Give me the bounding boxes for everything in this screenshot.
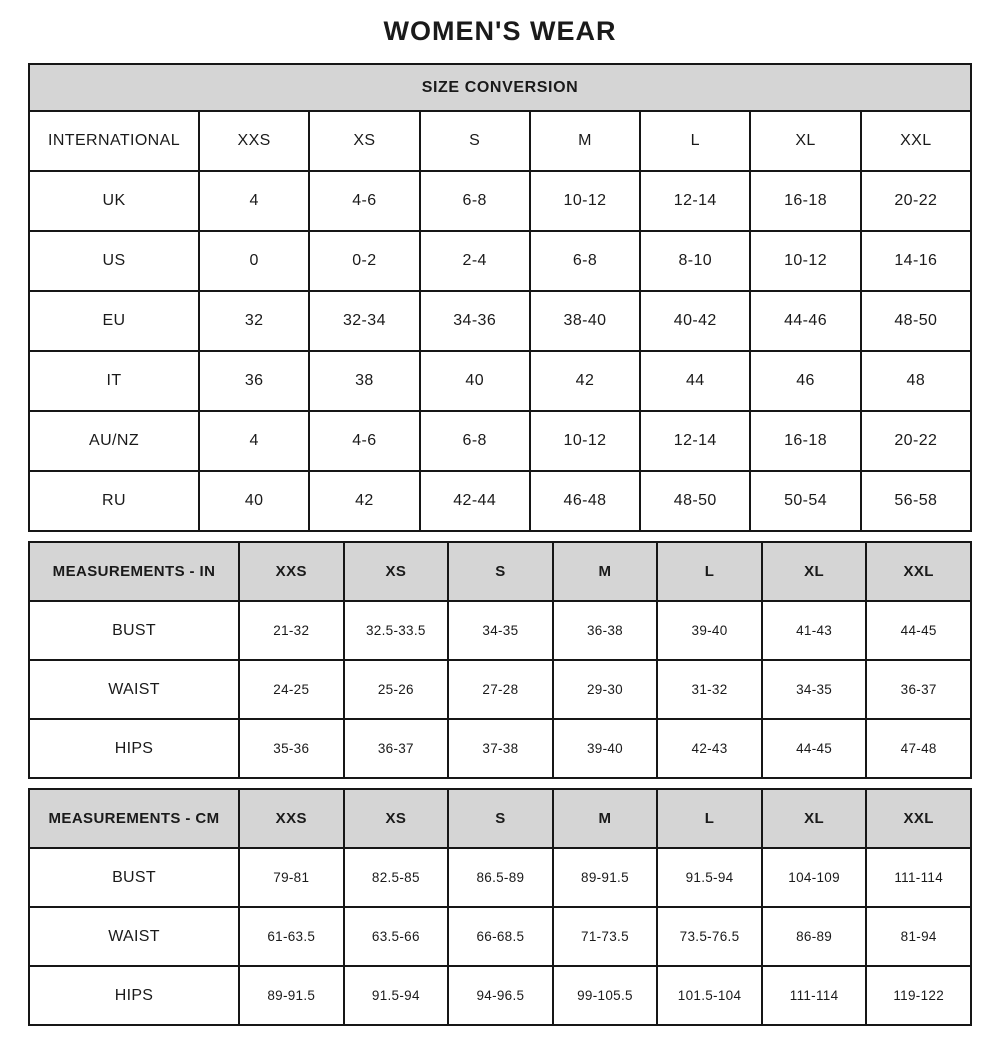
- size-value: 4-6: [309, 411, 419, 471]
- column-header: XL: [750, 111, 860, 171]
- column-header: L: [657, 542, 762, 601]
- measurement-value: 61-63.5: [239, 907, 344, 966]
- size-value: 16-18: [750, 171, 860, 231]
- column-header: XL: [762, 542, 867, 601]
- size-value: 20-22: [861, 171, 971, 231]
- size-value: 32: [199, 291, 309, 351]
- measurement-value: 21-32: [239, 601, 344, 660]
- size-value: 10-12: [530, 171, 640, 231]
- column-header: M: [553, 789, 658, 848]
- measurement-value: 81-94: [866, 907, 971, 966]
- size-value: 38-40: [530, 291, 640, 351]
- size-value: 12-14: [640, 171, 750, 231]
- size-value: 4-6: [309, 171, 419, 231]
- size-value: 40: [199, 471, 309, 531]
- row-label: WAIST: [29, 660, 239, 719]
- column-header: MEASUREMENTS - CM: [29, 789, 239, 848]
- measurement-value: 37-38: [448, 719, 553, 778]
- measurement-value: 35-36: [239, 719, 344, 778]
- table-row: [29, 171, 971, 231]
- row-label: BUST: [29, 601, 239, 660]
- size-value: 44: [640, 351, 750, 411]
- measurement-value: 34-35: [448, 601, 553, 660]
- size-value: 6-8: [420, 171, 530, 231]
- table-header-row: [29, 542, 971, 601]
- size-value: 32-34: [309, 291, 419, 351]
- size-value: 4: [199, 171, 309, 231]
- size-value: 48-50: [640, 471, 750, 531]
- size-value: 56-58: [861, 471, 971, 531]
- size-value: 8-10: [640, 231, 750, 291]
- measurement-value: 25-26: [344, 660, 449, 719]
- measurement-value: 119-122: [866, 966, 971, 1025]
- size-value: 34-36: [420, 291, 530, 351]
- column-header: XXS: [199, 111, 309, 171]
- column-header: XS: [344, 789, 449, 848]
- table-row: [29, 471, 971, 531]
- measurement-value: 101.5-104: [657, 966, 762, 1025]
- measurement-value: 82.5-85: [344, 848, 449, 907]
- column-header: XS: [344, 542, 449, 601]
- measurement-value: 86-89: [762, 907, 867, 966]
- size-value: 48: [861, 351, 971, 411]
- measurement-value: 89-91.5: [239, 966, 344, 1025]
- measurements-cm-table: [28, 788, 972, 1026]
- size-value: 38: [309, 351, 419, 411]
- column-header: XL: [762, 789, 867, 848]
- size-value: 40: [420, 351, 530, 411]
- measurement-value: 89-91.5: [553, 848, 658, 907]
- row-label: IT: [29, 351, 199, 411]
- column-header: S: [420, 111, 530, 171]
- measurement-value: 32.5-33.5: [344, 601, 449, 660]
- size-value: 14-16: [861, 231, 971, 291]
- measurement-value: 86.5-89: [448, 848, 553, 907]
- measurement-value: 27-28: [448, 660, 553, 719]
- measurement-value: 36-38: [553, 601, 658, 660]
- measurement-value: 29-30: [553, 660, 658, 719]
- table-row: [29, 351, 971, 411]
- size-value: 0-2: [309, 231, 419, 291]
- measurement-value: 36-37: [344, 719, 449, 778]
- measurement-value: 42-43: [657, 719, 762, 778]
- size-value: 42-44: [420, 471, 530, 531]
- size-value: 20-22: [861, 411, 971, 471]
- size-value: 46: [750, 351, 860, 411]
- table-row: [29, 411, 971, 471]
- measurement-value: 66-68.5: [448, 907, 553, 966]
- measurement-value: 91.5-94: [657, 848, 762, 907]
- column-header: MEASUREMENTS - IN: [29, 542, 239, 601]
- measurement-value: 71-73.5: [553, 907, 658, 966]
- table-row: [29, 231, 971, 291]
- column-header: XXL: [866, 542, 971, 601]
- measurement-value: 44-45: [762, 719, 867, 778]
- measurement-value: 36-37: [866, 660, 971, 719]
- table-row: [29, 848, 971, 907]
- table-row: [29, 719, 971, 778]
- size-value: 10-12: [750, 231, 860, 291]
- measurement-value: 39-40: [553, 719, 658, 778]
- row-label: RU: [29, 471, 199, 531]
- measurement-value: 34-35: [762, 660, 867, 719]
- row-label: HIPS: [29, 719, 239, 778]
- table-header-row: [29, 789, 971, 848]
- size-value: 6-8: [420, 411, 530, 471]
- column-header: XXL: [861, 111, 971, 171]
- size-value: 50-54: [750, 471, 860, 531]
- row-label: WAIST: [29, 907, 239, 966]
- column-header: XXL: [866, 789, 971, 848]
- column-header: M: [553, 542, 658, 601]
- row-label: US: [29, 231, 199, 291]
- column-header: INTERNATIONAL: [29, 111, 199, 171]
- measurement-value: 63.5-66: [344, 907, 449, 966]
- column-header: XXS: [239, 789, 344, 848]
- measurement-value: 31-32: [657, 660, 762, 719]
- size-value: 2-4: [420, 231, 530, 291]
- size-value: 48-50: [861, 291, 971, 351]
- measurement-value: 73.5-76.5: [657, 907, 762, 966]
- measurement-value: 94-96.5: [448, 966, 553, 1025]
- size-value: 10-12: [530, 411, 640, 471]
- measurement-value: 44-45: [866, 601, 971, 660]
- column-header: M: [530, 111, 640, 171]
- size-value: 16-18: [750, 411, 860, 471]
- size-value: 42: [309, 471, 419, 531]
- column-header: S: [448, 789, 553, 848]
- table-row: [29, 907, 971, 966]
- size-value: 0: [199, 231, 309, 291]
- column-header: L: [657, 789, 762, 848]
- row-label: BUST: [29, 848, 239, 907]
- measurement-value: 41-43: [762, 601, 867, 660]
- measurement-value: 104-109: [762, 848, 867, 907]
- measurement-value: 79-81: [239, 848, 344, 907]
- page-title: WOMEN'S WEAR: [383, 16, 617, 46]
- measurements-in-table: [28, 541, 972, 779]
- size-value: 46-48: [530, 471, 640, 531]
- column-header: S: [448, 542, 553, 601]
- size-value: 42: [530, 351, 640, 411]
- table-header-row: [29, 111, 971, 171]
- column-header: L: [640, 111, 750, 171]
- measurement-value: 47-48: [866, 719, 971, 778]
- size-value: 12-14: [640, 411, 750, 471]
- measurement-value: 91.5-94: [344, 966, 449, 1025]
- measurement-value: 24-25: [239, 660, 344, 719]
- table-row: [29, 966, 971, 1025]
- size-conversion-title: SIZE CONVERSION: [29, 64, 971, 111]
- row-label: AU/NZ: [29, 411, 199, 471]
- measurement-value: 39-40: [657, 601, 762, 660]
- row-label: EU: [29, 291, 199, 351]
- table-caption-row: [29, 64, 971, 111]
- size-conversion-table: [28, 63, 972, 532]
- size-value: 36: [199, 351, 309, 411]
- column-header: XXS: [239, 542, 344, 601]
- row-label: HIPS: [29, 966, 239, 1025]
- column-header: XS: [309, 111, 419, 171]
- size-value: 44-46: [750, 291, 860, 351]
- table-row: [29, 291, 971, 351]
- measurement-value: 111-114: [762, 966, 867, 1025]
- size-value: 40-42: [640, 291, 750, 351]
- table-row: [29, 601, 971, 660]
- row-label: UK: [29, 171, 199, 231]
- measurement-value: 99-105.5: [553, 966, 658, 1025]
- size-value: 4: [199, 411, 309, 471]
- measurement-value: 111-114: [866, 848, 971, 907]
- size-value: 6-8: [530, 231, 640, 291]
- table-row: [29, 660, 971, 719]
